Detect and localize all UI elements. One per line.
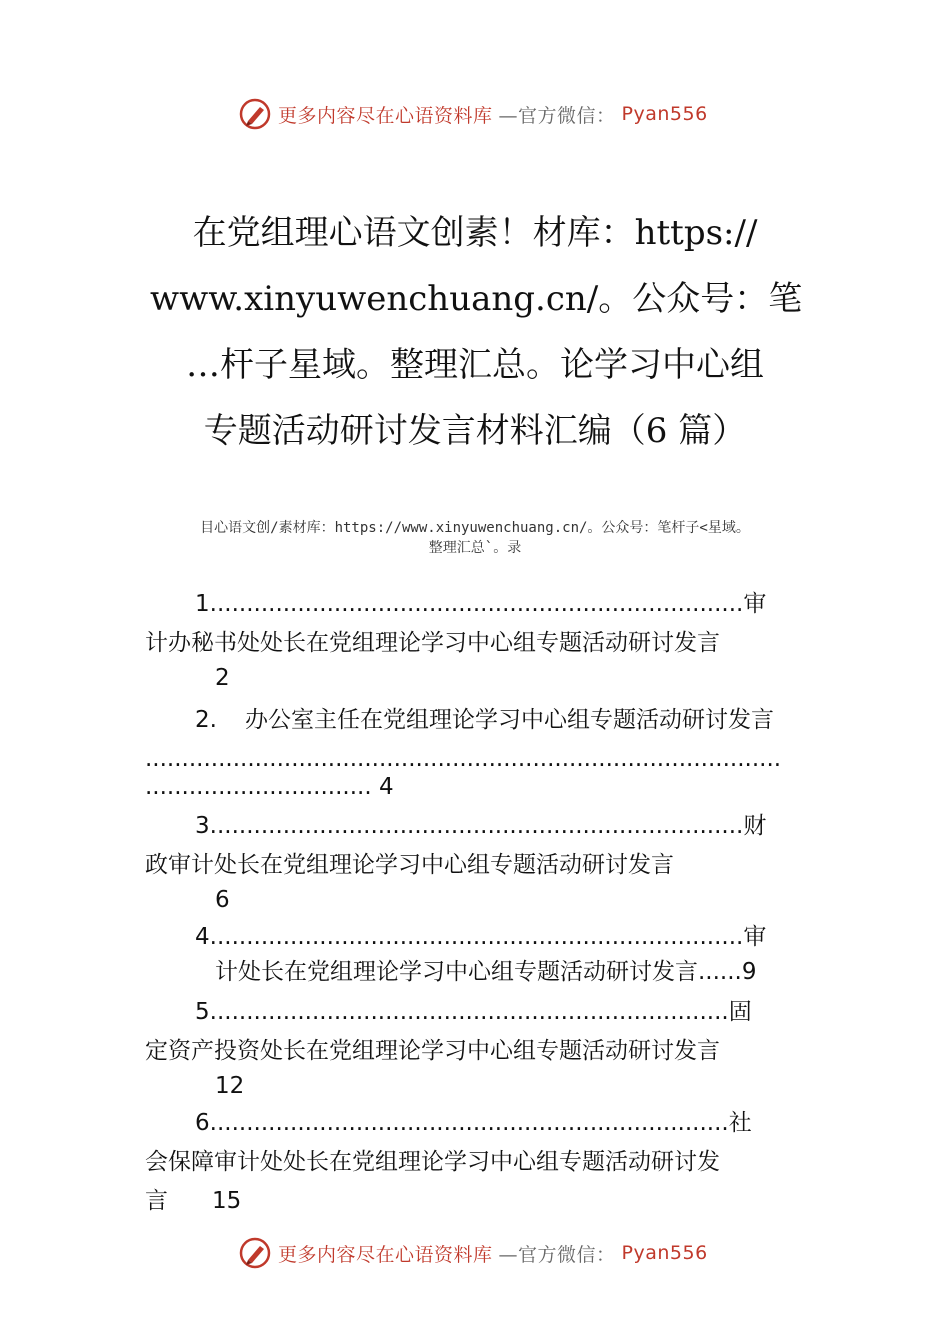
toc-item-3-title[interactable]: 政审计处长在党组理论学习中心组专题活动研讨发言 [145, 852, 674, 878]
toc-page-number: 6 [215, 887, 230, 913]
title-line: 专题活动研讨发言材料汇编（6 篇） [203, 411, 747, 451]
toc-page-number: 9 [741, 959, 757, 985]
banner-text-id: Pyan556 [621, 1242, 708, 1264]
banner-text-wechat: —官方微信： [498, 1243, 616, 1266]
toc-page-number: 12 [215, 1073, 245, 1099]
footer-banner [238, 1233, 738, 1273]
toc-page-number: 15 [212, 1188, 242, 1214]
toc-item-4-title-line[interactable] [215, 955, 757, 989]
toc-item-head: 社 [728, 1110, 752, 1136]
toc-number: 1 [195, 591, 210, 617]
toc-item-5-title[interactable]: 定资产投资处长在党组理论学习中心组专题活动研讨发言 [145, 1038, 720, 1064]
banner-text-wechat: —官方微信： [498, 104, 616, 127]
toc-item-6-title[interactable]: 会保障审计处处长在党组理论学习中心组专题活动研讨发 [145, 1149, 720, 1175]
toc-item-1-line-1[interactable] [195, 587, 766, 621]
toc-page-number: 4 [378, 774, 394, 800]
toc-heading-line: 目心语文创/素材库：https://www.xinyuwenchuang.cn/。公众号：笔杆子<星域。 [200, 520, 750, 536]
toc-number: 5 [195, 999, 210, 1025]
toc-item-head: 审 [743, 924, 767, 950]
toc-item-4-line-1[interactable] [195, 920, 766, 954]
toc-dots: ....................................................................... [209, 999, 729, 1025]
toc-item-5-line-1[interactable] [195, 995, 752, 1029]
toc-number: 2. [195, 707, 217, 733]
toc-item-2-line-1[interactable] [195, 703, 774, 737]
toc-number: 4 [195, 924, 210, 950]
toc-dots: ............................... [145, 774, 372, 800]
toc-item-head: 审 [743, 591, 767, 617]
title-line: …杆子星域。整理汇总。论学习中心组 [186, 345, 764, 385]
toc-item-head: 财 [743, 813, 767, 839]
toc-page-number: 2 [215, 665, 230, 691]
banner-text-main: 更多内容尽在心语资料库 [278, 104, 493, 127]
banner-text-id: Pyan556 [621, 103, 708, 125]
toc-number: 3 [195, 813, 210, 839]
toc-dots: ....................................................................................... [145, 746, 782, 772]
toc-dots: ......................................................................... [209, 924, 744, 950]
header-banner [238, 94, 738, 134]
toc-item-6-last-line[interactable] [145, 1184, 241, 1218]
toc-item-title: 言 [145, 1188, 168, 1214]
toc-item-6-line-1[interactable] [195, 1106, 752, 1140]
toc-number: 6 [195, 1110, 210, 1136]
pen-logo-icon [238, 97, 272, 131]
toc-item-title: 计处长在党组理论学习中心组专题活动研讨发言...... [215, 959, 742, 985]
toc-dots: ......................................................................... [209, 591, 744, 617]
toc-dots: ....................................................................... [209, 1110, 729, 1136]
toc-dots: ......................................................................... [209, 813, 744, 839]
toc-heading-line: 整理汇总`。录 [428, 540, 522, 556]
toc-heading [130, 518, 820, 558]
toc-item-1-title[interactable]: 计办秘书处处长在党组理论学习中心组专题活动研讨发言 [145, 630, 720, 656]
toc-item-3-line-1[interactable] [195, 809, 766, 843]
toc-item-head: 固 [728, 999, 752, 1025]
toc-item-title: 办公室主任在党组理论学习中心组专题活动研讨发言 [244, 707, 774, 733]
banner-text-main: 更多内容尽在心语资料库 [278, 1243, 493, 1266]
pen-logo-icon [238, 1236, 272, 1270]
title-line: 在党组理心语文创素！材库：https:// [192, 213, 758, 253]
document-title [150, 200, 803, 464]
toc-item-2-page-line [145, 770, 394, 804]
title-line: www.xinyuwenchuang.cn/。公众号：笔 [150, 279, 803, 319]
